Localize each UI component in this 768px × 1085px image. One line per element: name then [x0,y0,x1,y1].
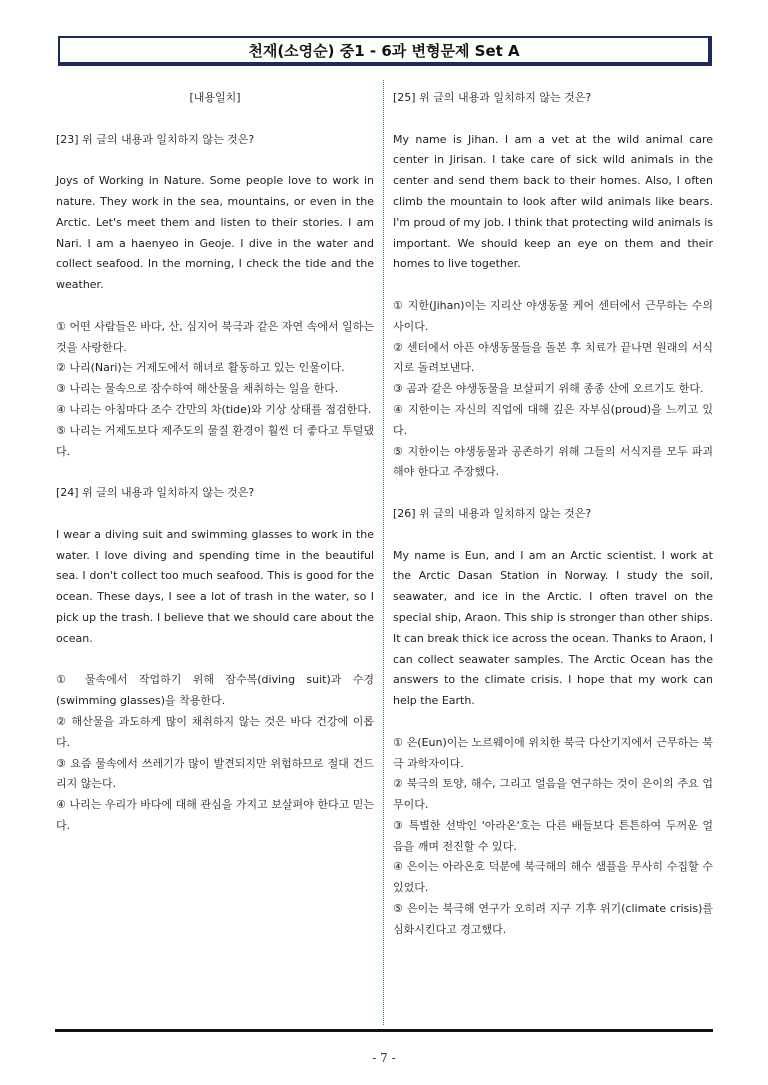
option: ④ 나리는 우리가 바다에 대해 관심을 가지고 보살펴야 한다고 믿는다. [56,798,374,832]
question-25-stem: [25] 위 글의 내용과 일치하지 않는 것은? [393,91,592,104]
question-25-options [393,296,713,483]
question-25-passage: My name is Jihan. I am a vet at the wild animal care center in Jirisan. I take care of sick wild animals in the center and send them back to their homes. Also, I often climb the mountain to look after wild animals like bears. I'm proud of my job. I think that protecting wild animals is important. We should keep an eye on them and their homes to live together. [393,132,713,271]
column-divider [383,80,384,1025]
question-24-stem: [24] 위 글의 내용과 일치하지 않는 것은? [56,486,255,500]
option: ⑤ 은이는 북극해 연구가 오히려 지구 기후 위기(climate crisis)를 심화시킨다고 경고했다. [393,902,713,936]
left-column [56,88,374,837]
option: ⑤ 지한이는 야생동물과 공존하기 위해 그들의 서식지를 모두 파괴해야 한다고 주장했다. [393,444,713,479]
option: ③ 특별한 선박인 '아라온'호는 다른 배들보다 튼튼하여 두꺼운 얼음을 깨며 전진할 수 있다. [393,818,713,853]
option: ② 센터에서 아픈 야생동물들을 돌본 후 치료가 끝나면 원래의 서식지로 돌려보낸다. [393,340,713,375]
option: ② 북극의 토양, 해수, 그리고 얼음을 연구하는 것이 은이의 주요 업무이다. [393,777,713,812]
section-label: [내용일치] [189,91,241,104]
question-23-options [56,317,374,463]
question-24-options [56,670,374,836]
question-26-stem: [26] 위 글의 내용과 일치하지 않는 것은? [393,506,592,520]
option: ① 은(Eun)이는 노르웨이에 위치한 북극 다산기지에서 근무하는 북극 과학자이다. [393,735,713,770]
option: ① 어떤 사람들은 바다, 산, 심지어 북극과 같은 자연 속에서 일하는 것을 사랑한다. [56,319,374,354]
option: ③ 요즘 물속에서 쓰레기가 많이 발견되지만 위험하므로 절대 건드리지 않는다. [56,756,374,791]
question-23-passage: Joys of Working in Nature. Some people love to work in nature. They work in the sea, mountains, or even in the Arctic. Let's meet them and listen to their stories. I am Nari. I am a haenyeo in Geoje. I dive in the water and collect seafood. In the morning, I check the tide and the weather. [56,174,374,292]
option: ④ 나리는 아침마다 조수 간만의 차(tide)와 기상 상태를 점검한다. [56,402,372,416]
page-title-text: 천재(소영순) 중1 - 6과 변형문제 Set A [248,41,520,60]
option: ① 지한(Jihan)이는 지리산 야생동물 케어 센터에서 근무하는 수의사이다. [393,298,713,333]
option: ④ 지한이는 자신의 직업에 대해 깊은 자부심(proud)을 느끼고 있다. [393,402,713,437]
option: ⑤ 나리는 거제도보다 제주도의 물질 환경이 훨씬 더 좋다고 투덜댔다. [56,423,374,458]
option: ① 물속에서 작업하기 위해 잠수복(diving suit)과 수경(swimming glasses)을 착용한다. [56,673,374,708]
question-26-passage: My name is Eun, and I am an Arctic scientist. I work at the Arctic Dasan Station in Norway. I study the soil, seawater, and ice in the Arctic. I often travel on the special ship, Araon. This ship is stronger than other ships. It can break thick ice across the ocean. Thanks to Araon, I can collect seawater samples. The Arctic Ocean has the answers to the climate crisis. I hope that my work can help the Earth. [393,548,713,708]
option: ③ 나리는 물속으로 잠수하여 해산물을 채취하는 일을 한다. [56,382,339,396]
question-26-options [393,733,713,941]
question-24-passage: I wear a diving suit and swimming glasses to work in the water. I love diving and spending time in the beautiful sea. I don't collect too much seafood. This is good for the ocean. These days, I see a lot of trash in the water, so I pick up the trash. I believe that we should care about the ocean. [56,527,374,645]
page-number: - 7 - [372,1051,396,1065]
option: ② 해산물을 과도하게 많이 채취하지 않는 것은 바다 건강에 이롭다. [56,714,374,749]
option: ④ 은이는 아라온호 덕분에 북극해의 해수 샘플을 무사히 수집할 수 있었다. [393,860,713,895]
right-column [393,88,713,941]
option: ③ 곰과 같은 야생동물을 보살피기 위해 종종 산에 오르기도 한다. [393,382,704,396]
page-title [58,36,712,66]
option: ② 나리(Nari)는 거제도에서 해녀로 활동하고 있는 인물이다. [56,361,345,375]
footer-rule [55,1029,713,1032]
question-23-stem: [23] 위 글의 내용과 일치하지 않는 것은? [56,132,255,146]
